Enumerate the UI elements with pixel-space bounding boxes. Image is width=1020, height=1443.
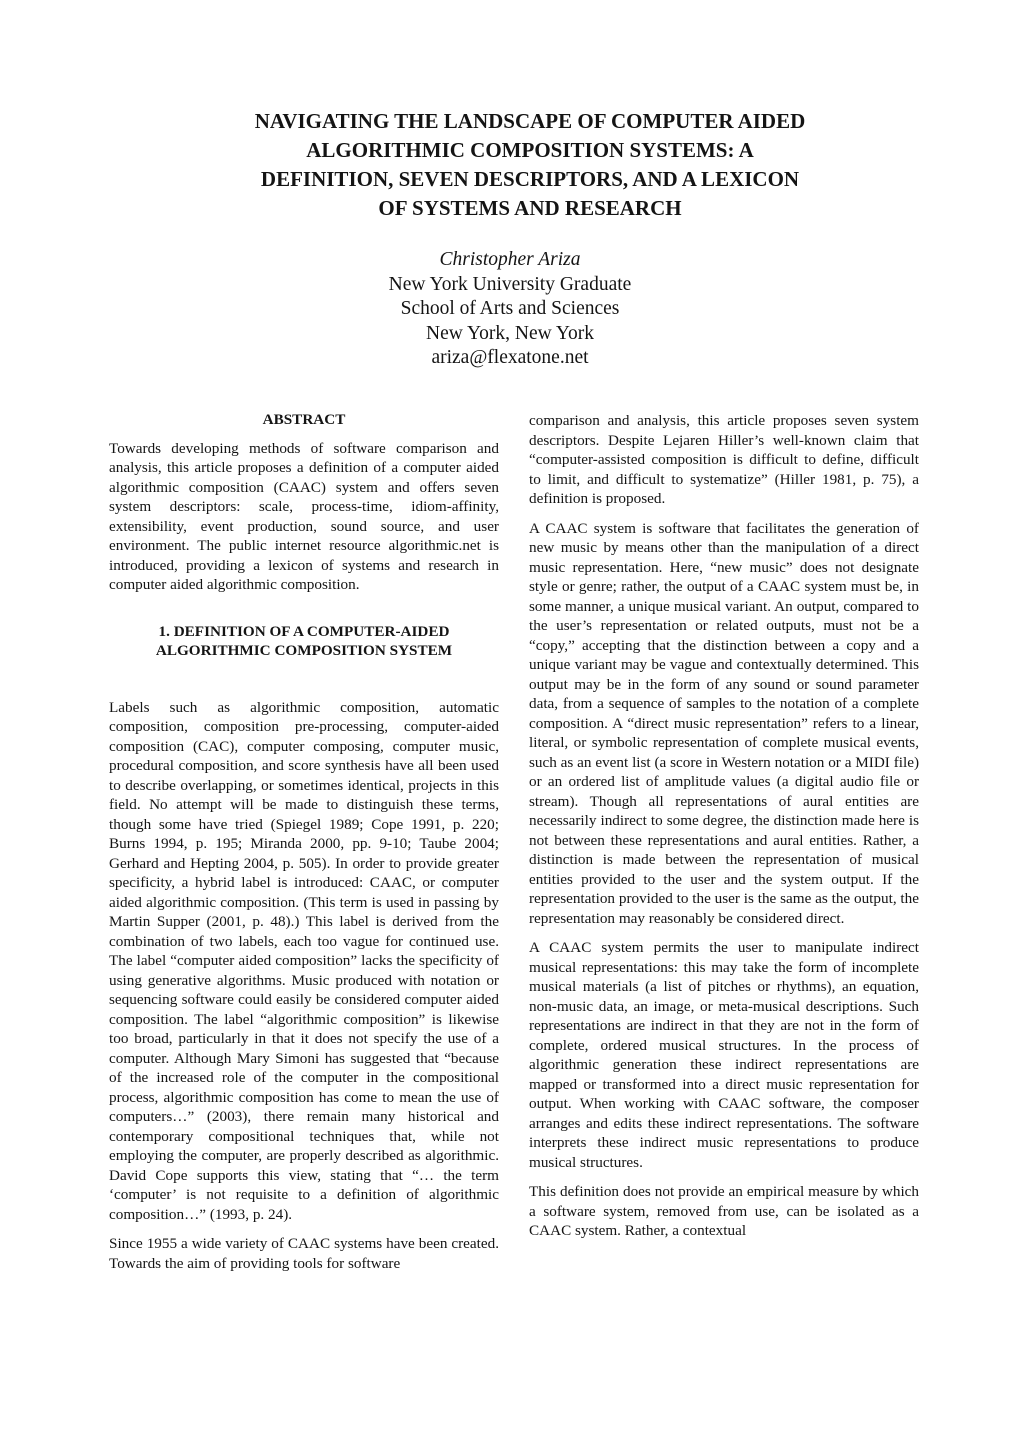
author-block — [260, 248, 760, 371]
author-name: Christopher Ariza — [439, 249, 581, 270]
section-1-heading-line-2: ALGORITHMIC COMPOSITION SYSTEM — [155, 642, 453, 659]
title-line-2: ALGORITHMIC COMPOSITION SYSTEMS: A — [306, 138, 754, 162]
section-1-heading-line-1: 1. DEFINITION OF A COMPUTER-AIDED — [158, 622, 450, 640]
section-1-heading — [109, 622, 499, 661]
title-line-3: DEFINITION, SEVEN DESCRIPTORS, AND A LEXICON — [260, 167, 800, 191]
section-1-paragraph-6: This definition does not provide an empirical measure by which a software system, removed from use, can be isolated as a CAAC system. Rather, a contextual — [529, 1183, 919, 1239]
section-1-paragraph-4: A CAAC system is software that facilitates the generation of new music by means other than the manipulation of a direct music representation. Here, “new music” does not designate style or genre; rather, the output of a CAAC system must be, in some manner, a unique musical variant. An output, compared to the user’s representation or related outputs, must not be a “copy,” accepting that the distinction between a copy and a unique variant may be vague and contextually determined. This output may be in the form of any sound or sound parameter data, from a sequence of samples to the notation of a complete composition. A “direct music representation” refers to a linear, literal, or symbolic representation of complete musical events, such as an event list (a score in Western notation or a MIDI file) or an ordered list of amplitude values (a digital audio file or stream). Though all representations of aural entities are necessarily indirect to some degree, the distinction made here is not between these representations and aural entities. Rather, a distinction is made between the representation of musical entities provided to the user and the system output. If the representation provided to the user is the same as the output, the representation may reasonably be considered direct. — [529, 519, 919, 927]
author-location: New York, New York — [426, 322, 594, 344]
section-1-paragraph-2: Since 1955 a wide variety of CAAC systems have been created. Towards the aim of providing tools for software — [109, 1235, 499, 1272]
abstract-text: Towards developing methods of software comparison and analysis, this article proposes a definition of a computer aided algorithmic composition (CAAC) system and offers seven system descriptors: scale, process-time, idiom-affinity, extensibility, event production, sound source, and user environment. The public internet resource algorithmic.net is introduced, providing a lexicon of systems and research in computer aided algorithmic composition. — [109, 439, 499, 593]
abstract-heading: ABSTRACT — [262, 411, 346, 428]
author-affiliation-line-1: New York University Graduate — [388, 273, 632, 295]
section-1-paragraph-1: Labels such as algorithmic composition, automatic composition, composition pre-processing, computer-aided composition (CAC), computer composing, computer music, procedural composition, and score synthesis have all been used to describe overlapping, or sometimes identical, projects in this field. No attempt will be made to distinguish these terms, though some have tried (Spiegel 1989; Cope 1991, p. 220; Burns 1994, p. 195; Miranda 2000, pp. 9-10; Taube 2004; Gerhard and Hepting 2004, p. 505). In order to provide greater specificity, a hybrid label is introduced: CAAC, or computer aided algorithmic composition. (This term is used in passing by Martin Supper (2001, p. 48).) This label is derived from the combination of two labels, each too vague for continued use. The label “computer aided composition” lacks the specificity of using generative algorithms. Music produced with notation or sequencing software could easily be considered computer aided composition. The label “algorithmic composition” is likewise too broad, particularly in that it does not specify the use of a computer. Although Mary Simoni has suggested that “because of the increased role of the computer in the compositional process, algorithmic composition has come to mean the use of computers…” (2003), there remain many historical and contemporary compositional techniques that, while not employing the computer, are properly described as algorithmic. David Cope supports this view, stating that “… the term ‘computer’ is not requisite to a definition of algorithmic composition…” (1993, p. 24). — [109, 698, 499, 1223]
section-1-paragraph-5: A CAAC system permits the user to manipulate indirect musical representations: this may take the form of incomplete musical materials (a list of pitches or rhythms), an equation, non-music data, an image, or meta-musical descriptions. Such representations are indirect in that they are not in the form of complete, ordered musical structures. In the process of algorithmic generation these indirect representations are mapped or transformed into a direct music representation for output. When working with CAAC software, the composer arranges and edits these indirect representations. The software interprets these indirect music representations to produce musical structures. — [529, 939, 919, 1171]
author-affiliation-line-2: School of Arts and Sciences — [400, 298, 620, 319]
paper-title — [190, 107, 870, 223]
right-column — [529, 411, 919, 1251]
left-column — [109, 410, 499, 1283]
section-1-paragraph-3: comparison and analysis, this article proposes seven system descriptors. Despite Lejaren Hiller’s well-known claim that “computer-assisted composition is difficult to define, difficult to limit, and difficult to systematize” (Hiller 1981, p. 75), a definition is proposed. — [529, 412, 919, 507]
title-line-4: OF SYSTEMS AND RESEARCH — [378, 196, 682, 220]
author-email[interactable]: ariza@flexatone.net — [431, 347, 589, 368]
title-line-1: NAVIGATING THE LANDSCAPE OF COMPUTER AIDED — [254, 109, 806, 133]
